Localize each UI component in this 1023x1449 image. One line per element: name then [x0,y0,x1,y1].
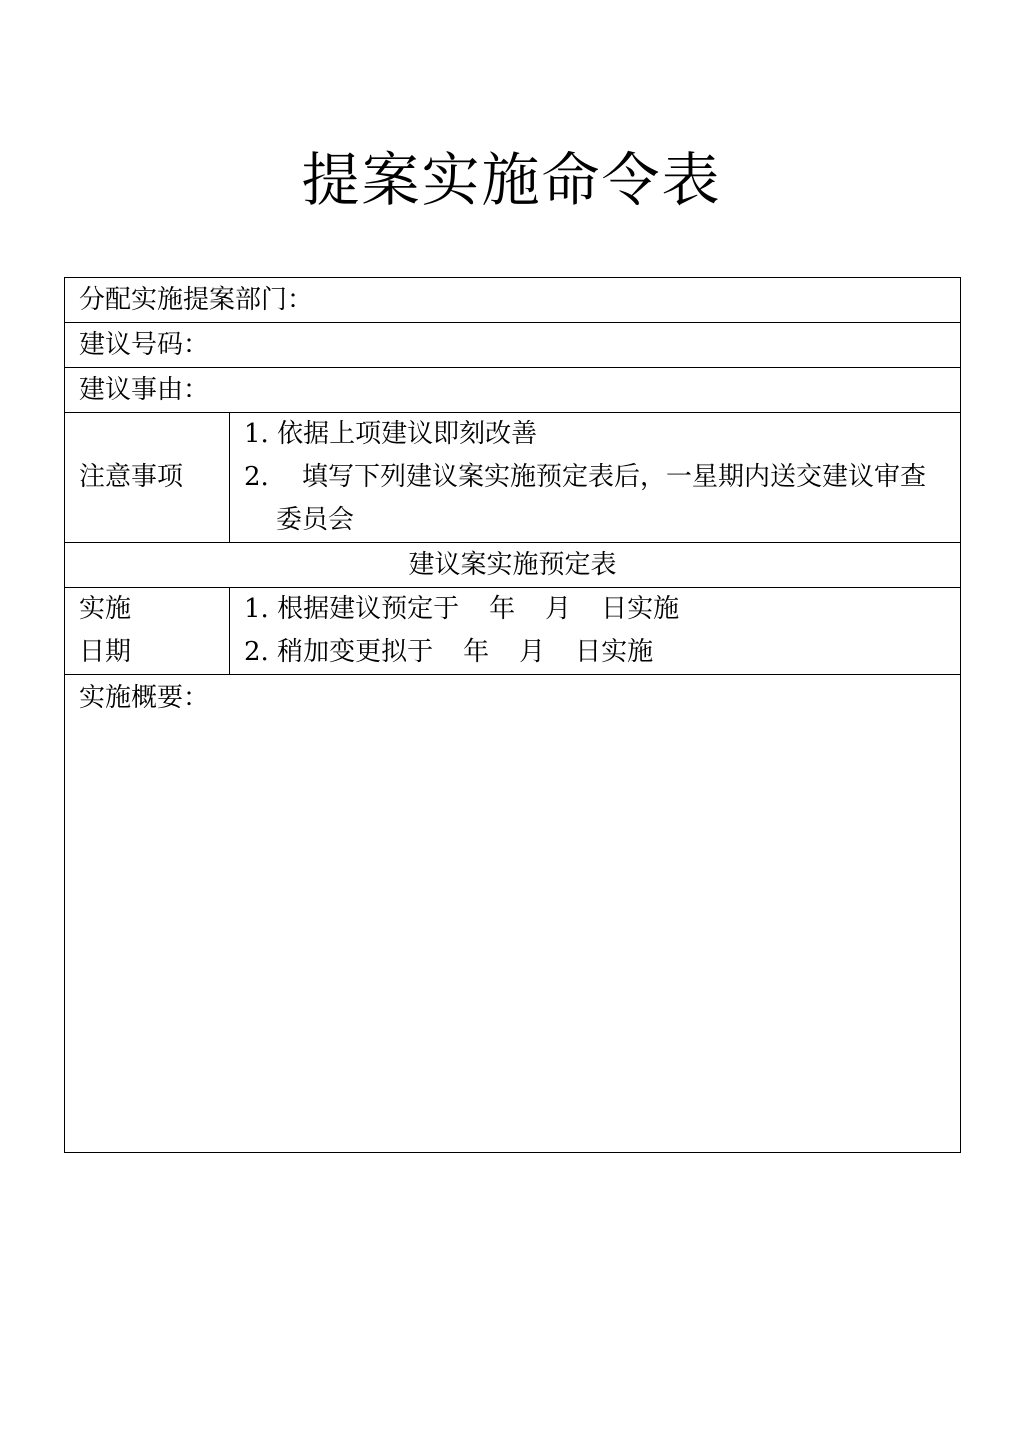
notes-label: 注意事项 [65,413,230,543]
notes-row [65,413,961,543]
notes-item-2-number: 2. [244,462,269,492]
schedule-item-1-prefix: 根据建议预定于 [277,594,460,624]
notes-item-1-text: 依据上项建议即刻改善 [277,419,538,449]
year-label-1: 年 [489,594,516,624]
notes-item-2-text: 填写下列建议案实施预定表后，一星期内送交建议审查委员会 [276,462,927,535]
year-label-2: 年 [463,637,490,667]
suggestion-reason-label: 建议事由： [79,374,210,405]
summary-row [65,675,961,1153]
notes-content [230,413,961,543]
suggestion-number-field[interactable] [65,323,961,368]
schedule-item-2-number: 2. [244,637,269,667]
schedule-label-line-1: 实施 [79,594,132,624]
suggestion-reason-field[interactable] [65,368,961,413]
page-title: 提案实施命令表 [301,146,722,214]
notes-item-2 [244,456,946,542]
suggestion-reason-row [65,368,961,413]
day-suffix-2: 日实施 [575,637,654,667]
schedule-date-label [65,588,230,675]
summary-label: 实施概要： [79,683,210,713]
schedule-item-1 [244,588,946,631]
department-field[interactable] [65,278,961,323]
schedule-date-content [230,588,961,675]
notes-item-1 [244,413,946,456]
month-label-1: 月 [545,594,572,624]
proposal-order-form [64,277,961,1153]
day-suffix-1: 日实施 [601,594,680,624]
schedule-item-2 [244,631,946,674]
schedule-header-row [65,543,961,588]
suggestion-number-label: 建议号码： [79,329,210,360]
schedule-header: 建议案实施预定表 [65,543,961,588]
department-row [65,278,961,323]
schedule-item-1-number: 1. [244,594,269,624]
schedule-label-line-2: 日期 [79,637,132,667]
schedule-date-row [65,588,961,675]
department-label: 分配实施提案部门： [79,284,314,315]
summary-field[interactable] [65,675,961,1153]
notes-item-1-number: 1. [244,419,269,449]
suggestion-number-row [65,323,961,368]
schedule-item-2-prefix: 稍加变更拟于 [277,637,434,667]
month-label-2: 月 [519,637,546,667]
